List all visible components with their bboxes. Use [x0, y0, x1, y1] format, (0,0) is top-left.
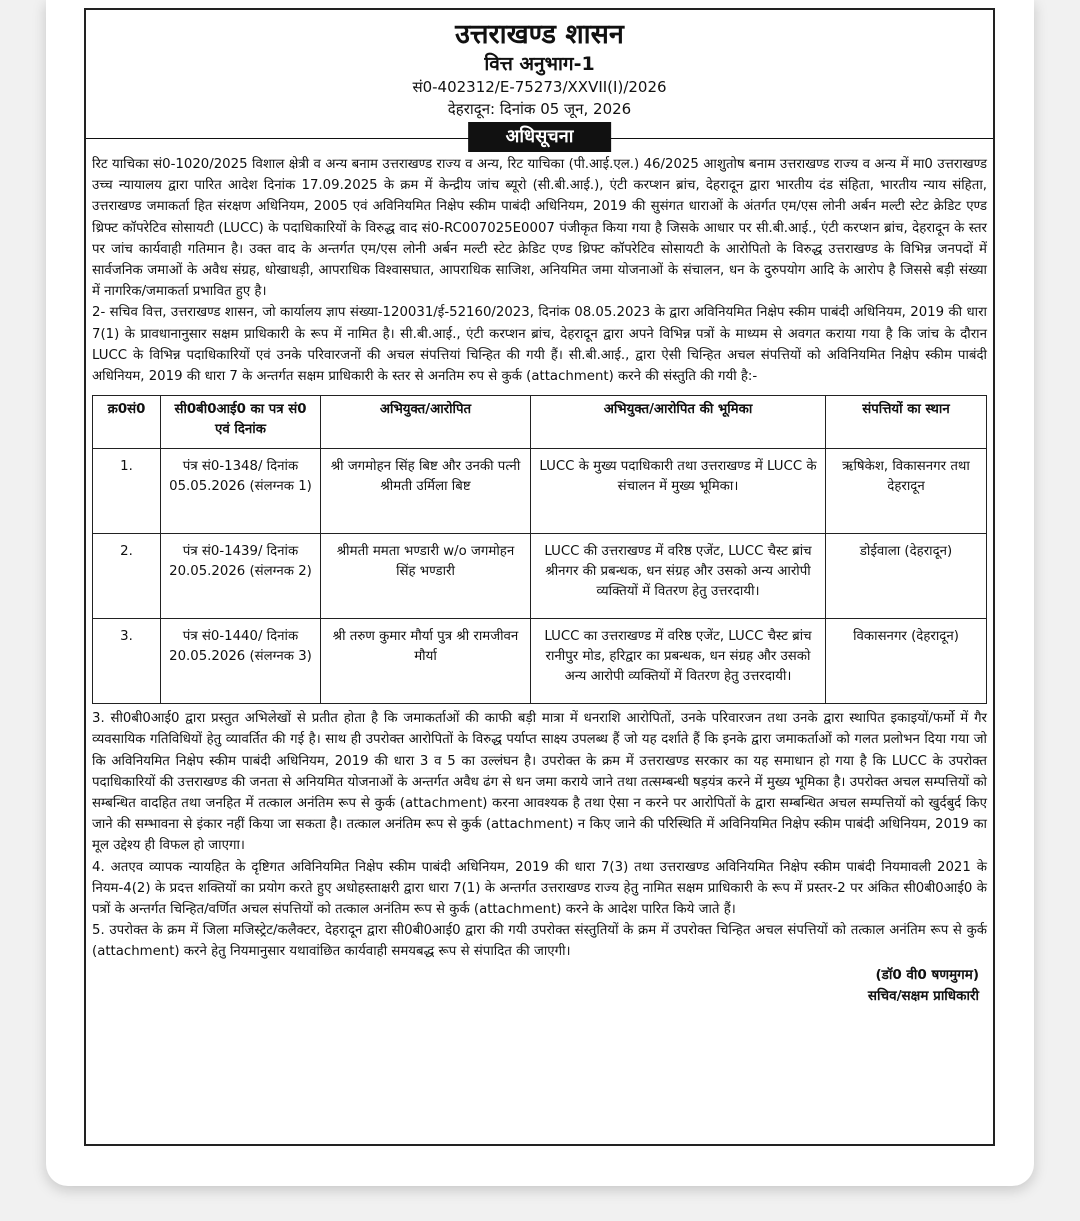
- paragraph-3: 3. सी0बी0आई0 द्वारा प्रस्तुत अभिलेखों से प्रतीत होता है कि जमाकर्ताओं की काफी बड़ी मात्रा में धनराशि आरोपितों, उनके परिवारजन तथा उनके द्वारा स्थापित इकाइयों/फर्मो में गैर व्यवसायिक गतिविधियों हेतु व्यावर्तित की गई है। साथ ही उपरोक्त आरोपितों के विरुद्ध पर्याप्त साक्ष्य उपलब्ध हैं जो यह दर्शाते हैं कि इनके द्वारा जमाकर्ताओं को गलत प्रलोभन दिया गया जो कि अविनियमित निक्षेप स्कीम पाबंदी अधिनियम, 2019 की धारा 3 व 5 का उल्लंघन है। उपरोक्त के क्रम में उत्तराखण्ड सरकार का यह समाधान हो गया है कि LUCC के उपरोक्त पदाधिकारियों की उत्तराखण्ड की जनता से अनियमित योजनाओं के अन्तर्गत अवैध ढंग से धन जमा कराये जाने तथा तत्सम्बन्धी षड़यंत्र करने में मुख्य भूमिका है। उपरोक्त अचल सम्पत्तियों को सम्बन्धित वादहित तथा जनहित में तत्काल अनंतिम रूप से कुर्क (attachment) करना आवश्यक है तथा ऐसा न करने पर आरोपितों के द्वारा सम्बन्धित अचल सम्पत्तियों को खुर्दबुर्द किए जाने की सम्भावना से इंकार नहीं किया जा सकता है। तत्काल अनंतिम रूप से कुर्क (attachment) न किए जाने की परिस्थिति में अविनियमित निक्षेप स्कीम पाबंदी अधिनियम, 2019 का मूल उद्देश्य ही विफल हो जाएगा।: [92, 711, 987, 854]
- cell-location: विकासनगर (देहरादून): [826, 619, 987, 704]
- header-serial: क्र0सं0: [93, 396, 161, 449]
- document-header: [92, 18, 987, 120]
- cell-cbi-letter: पंत्र सं0-1439/ दिनांक 20.05.2026 (संलग्नक 2): [161, 534, 321, 619]
- header-role: अभियुक्त/आरोपित की भूमिका: [531, 396, 826, 449]
- cell-accused: श्री तरुण कुमार मौर्या पुत्र श्री रामजीवन मौर्या: [321, 619, 531, 704]
- department-name: वित्त अनुभाग-1: [484, 53, 595, 75]
- signatory-designation: सचिव/सक्षम प्राधिकारी: [867, 987, 979, 1004]
- cell-role: LUCC के मुख्य पदाधिकारी तथा उत्तराखण्ड में LUCC के संचालन में मुख्य भूमिका।: [531, 449, 826, 534]
- paragraph-2: 2- सचिव वित्त, उत्तराखण्ड शासन, जो कार्यालय ज्ञाप संख्या-120031/ई-52160/2023, दिनांक 08.05.2023 के द्वारा अविनियमित निक्षेप स्कीम पाबंदी अधिनियम, 2019 की धारा 7(1) के प्रावधानानुसार सक्षम प्राधिकारी के रूप में नामित है। सी.बी.आई., एंटी करप्शन ब्रांच, देहरादून द्वारा अपने विभिन्न पत्रों के माध्यम से अवगत कराया गया है कि जांच के दौरान LUCC के विभिन्न पदाधिकारियों एवं उनके परिवारजनों की अचल संपत्तियां चिन्हित की गयी हैं। सी.बी.आई., द्वारा ऐसी चिन्हित अचल संपत्तियों को अविनियमित निक्षेप स्कीम पाबंदी अधिनियम, 2019 की धारा 7 के अन्तर्गत सक्षम प्राधिकारी के स्तर से अनतिम रुप से कुर्क (attachment) करने की संस्तुति की गयी है:-: [92, 305, 987, 385]
- cell-role: LUCC का उत्तराखण्ड में वरिष्ठ एजेंट, LUCC चैस्ट ब्रांच रानीपुर मोड, हरिद्वार का प्रबन्धक, धन संग्रह और उसको अन्य आरोपी व्यक्तियों में वितरण हेतु उत्तरदायी।: [531, 619, 826, 704]
- cell-accused: श्रीमती ममता भण्डारी w/o जगमोहन सिंह भण्डारी: [321, 534, 531, 619]
- attachment-table: [92, 395, 987, 704]
- cell-location: ऋषिकेश, विकासनगर तथा देहरादून: [826, 449, 987, 534]
- header-location: संपत्तियों का स्थान: [826, 396, 987, 449]
- cell-serial: 3.: [93, 619, 161, 704]
- place-date: देहरादून: दिनांक 05 जून, 2026: [447, 100, 632, 118]
- table-header-row: [93, 396, 987, 449]
- cell-accused: श्री जगमोहन सिंह बिष्ट और उनकी पत्नी श्रीमती उर्मिला बिष्ट: [321, 449, 531, 534]
- table-row: [93, 619, 987, 704]
- notification-document: [84, 8, 995, 1146]
- cell-serial: 2.: [93, 534, 161, 619]
- header-cbi-letter: सी0बी0आई0 का पत्र सं0 एवं दिनांक: [161, 396, 321, 449]
- government-title: उत्तराखण्ड शासन: [455, 19, 624, 50]
- signatory-name: (डॉ0 वी0 षणमुगम): [875, 966, 979, 983]
- table-row: [93, 534, 987, 619]
- cell-cbi-letter: पंत्र सं0-1348/ दिनांक 05.05.2026 (संलग्नक 1): [161, 449, 321, 534]
- paragraph-5: 5. उपरोक्त के क्रम में जिला मजिस्ट्रेट/कलैक्टर, देहरादून द्वारा सी0बी0आई0 द्वारा की गयी उपरोक्त संस्तुतियों के क्रम में उपरोक्त चिन्हित अचल संपत्तियों को तत्काल अनंतिम रूप से कुर्क (attachment) करने हेतु नियमानुसार यथावांछित कार्यवाही समयबद्ध रूप से संपादित की जाएगी।: [92, 923, 987, 960]
- notice-label: अधिसूचना: [468, 122, 612, 152]
- cell-role: LUCC की उत्तराखण्ड में वरिष्ठ एजेंट, LUCC चैस्ट ब्रांच श्रीनगर की प्रबन्धक, धन संग्रह और उसको अन्य आरोपी व्यक्तियों में वितरण हेतु उत्तरदायी।: [531, 534, 826, 619]
- cell-location: डोईवाला (देहरादून): [826, 534, 987, 619]
- paragraph-4: 4. अतएव व्यापक न्यायहित के दृष्टिगत अविनियमित निक्षेप स्कीम पाबंदी अधिनियम, 2019 की धारा 7(3) तथा उत्तराखण्ड अविनियमित निक्षेप स्कीम पाबंदी नियमावली 2021 के नियम-4(2) के प्रदत्त शक्तियों का प्रयोग करते हुए अधोहस्ताक्षरी द्वारा धारा 7(1) के अन्तर्गत उत्तराखण्ड राज्य हेतु नामित सक्षम प्राधिकारी के रूप में प्रस्तर-2 पर अंकित सी0बी0आई0 के पत्रों के अन्तर्गत चिन्हित/वर्णित अचल संपत्तियों को तत्काल अनंतिम रूप से कुर्क (attachment) करने के आदेश पारित किये जाते हैं।: [92, 859, 987, 918]
- signature-block: [92, 965, 987, 1007]
- cell-cbi-letter: पंत्र सं0-1440/ दिनांक 20.05.2026 (संलग्नक 3): [161, 619, 321, 704]
- paragraph-1: रिट याचिका सं0-1020/2025 विशाल क्षेत्री व अन्य बनाम उत्तराखण्ड राज्य व अन्य, रिट याचिका (पी.आई.एल.) 46/2025 आशुतोष बनाम उत्तराखण्ड राज्य व अन्य में मा0 उत्तराखण्ड उच्च न्यायालय द्वारा पारित आदेश दिनांक 17.09.2025 के क्रम में केन्द्रीय जांच ब्यूरो (सी.बी.आई.), एंटी करप्शन ब्रांच, देहरादून द्वारा भारतीय दंड संहिता, भारतीय न्याय संहिता, उत्तराखण्ड जमाकर्ता हित संरक्षण अधिनियम, 2005 एवं अविनियमित निक्षेप स्कीम पाबंदी अधिनियम, 2019 की सुसंगत धाराओं के अंतर्गत एम/एस लोनी अर्बन मल्टी स्टेट क्रेडिट एण्ड थ्रिफ्ट कॉपरेटिव सोसायटी (LUCC) के पदाधिकारियों के विरुद्ध वाद सं0-RC007025E0007 पंजीकृत किया गया है जिसके आधार पर सी.बी.आई., एंटी करप्शन ब्रांच, देहरादून के स्तर पर जांच कार्यवाही गतिमान है। उक्त वाद के अन्तर्गत एम/एस लोनी अर्बन मल्टी स्टेट क्रेडिट एण्ड थ्रिफ्ट कॉपरेटिव सोसायटी के आरोपितो के विरुद्ध उत्तराखण्ड के विभिन्न जनपदों में सार्वजनिक जमाओं के अवैध संग्रह, धोखाधड़ी, आपराधिक विश्वासघात, आपराधिक साजिश, अनियमित जमा योजनाओं के संचालन, धन के दुरुपयोग आदि के आरोप है जिससे बड़ी संख्या में नागरिक/जमाकर्ता प्रभावित हुए है।: [92, 157, 987, 300]
- header-accused: अभियुक्त/आरोपित: [321, 396, 531, 449]
- notice-heading: [92, 122, 987, 154]
- table-row: [93, 449, 987, 534]
- cell-serial: 1.: [93, 449, 161, 534]
- reference-number: सं0-402312/E-75273/XXVII(I)/2026: [412, 78, 667, 96]
